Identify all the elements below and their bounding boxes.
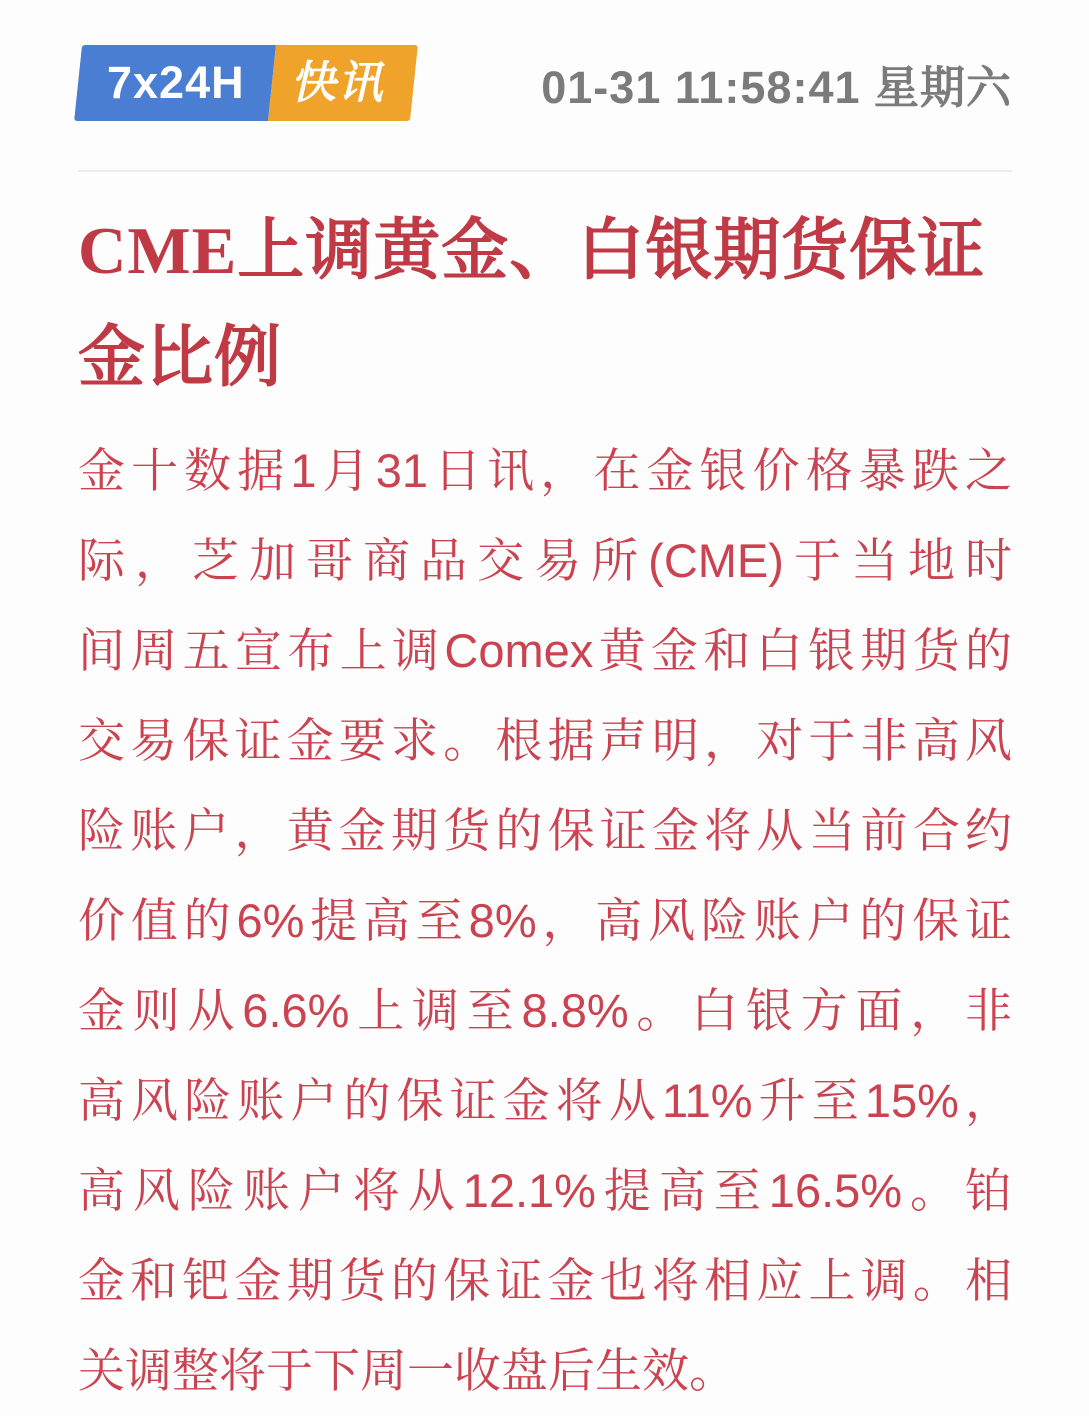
article-title-line: 金比例 xyxy=(78,321,282,395)
body-line: 交易保证金要求。根据声明，对于非高风 xyxy=(78,714,1012,767)
body-line: 际，芝加哥商品交易所(CME)于当地时 xyxy=(78,534,1012,587)
badge-kuaixun-label: 快讯 xyxy=(287,57,394,108)
header-divider xyxy=(78,170,1012,172)
article-body xyxy=(78,426,1012,1416)
body-line: 价值的6%提高至8%，高风险账户的保证 xyxy=(78,894,1012,947)
badge-7x24h xyxy=(74,45,276,121)
news-article[interactable] xyxy=(78,198,1012,1416)
body-line: 高风险账户的保证金将从11%升至15%， xyxy=(78,1074,1012,1127)
badge-kuaixun xyxy=(268,45,418,121)
article-title xyxy=(78,198,1012,412)
body-line: 高风险账户将从12.1%提高至16.5%。铂 xyxy=(78,1164,1012,1217)
body-line: 金则从6.6%上调至8.8%。白银方面，非 xyxy=(78,984,1012,1037)
body-line: 金和钯金期货的保证金也将相应上调。相 xyxy=(78,1254,1012,1307)
badge-7x24h-label: 7x24H xyxy=(107,57,245,108)
body-line: 关调整将于下周一收盘后生效。 xyxy=(78,1344,736,1397)
body-line: 间周五宣布上调Comex黄金和白银期货的 xyxy=(78,624,1012,677)
article-title-line: CME上调黄金、白银期货保证 xyxy=(78,214,986,288)
body-line: 险账户，黄金期货的保证金将从当前合约 xyxy=(78,804,1012,857)
body-line: 金十数据1月31日讯，在金银价格暴跌之 xyxy=(78,444,1012,497)
news-flash-badge xyxy=(74,45,418,121)
timestamp: 01-31 11:58:41 星期六 xyxy=(541,61,1012,113)
header-bar xyxy=(78,45,1012,121)
